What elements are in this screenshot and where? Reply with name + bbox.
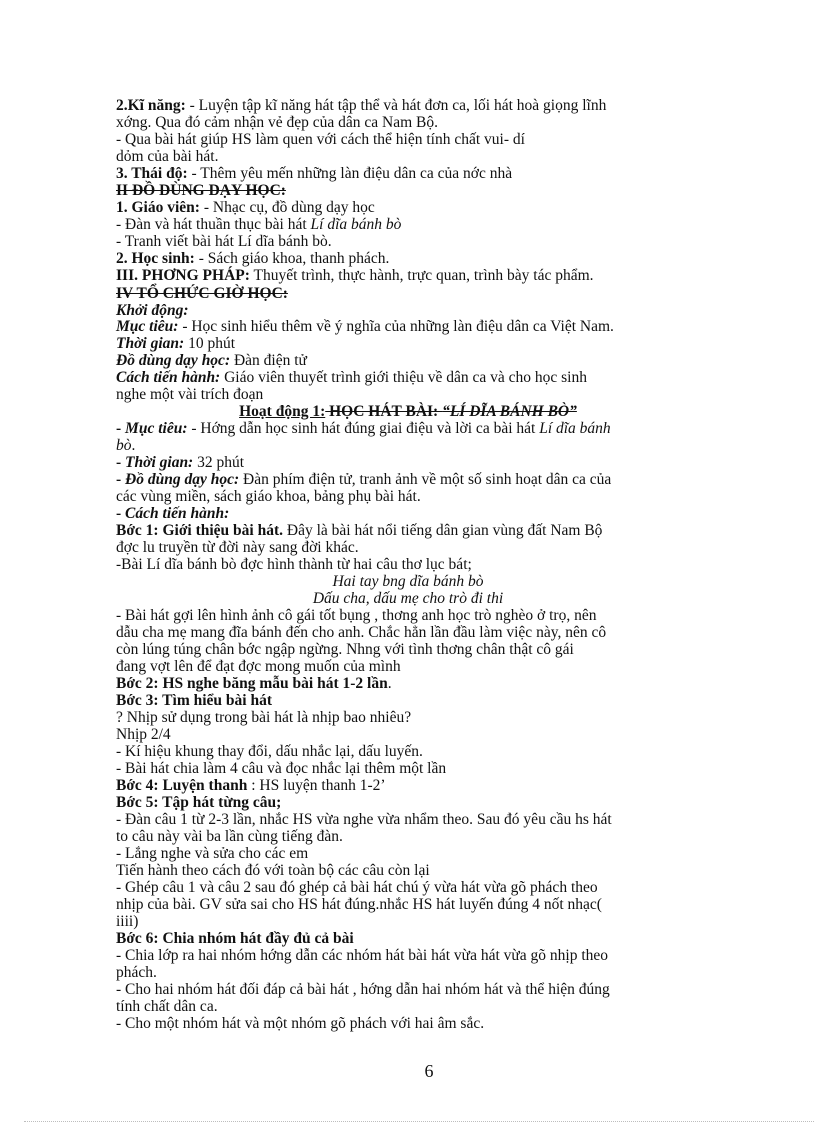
text-line: tính chất dân ca.: [116, 998, 218, 1015]
step-5-heading: Bớc 5: Tập hát từng câu;: [116, 794, 282, 811]
text-line: đang vợt lên để đạt đợc mong muốn của mình: [116, 658, 401, 675]
text-line: - Bài hát gợi lên hình ảnh cô gái tốt bụng , thơng anh học trò nghèo ở trọ, nên: [116, 607, 597, 624]
text: - Học sinh hiểu thêm về ý nghĩa của những làn điệu dân ca Việt Nam.: [178, 318, 614, 335]
text: - Luyện tập kĩ năng hát tập thể và hát đơn ca, lối hát hoà giọng lĩnh: [185, 97, 607, 114]
text-line: Nhịp 2/4: [116, 726, 171, 743]
text-line: [116, 165, 512, 182]
text-line: đợc lu truyền từ đời này sang đời khác.: [116, 539, 359, 556]
text-line: Tiến hành theo cách đó với toàn bộ các câu còn lại: [116, 862, 430, 879]
activity-label: Hoạt động 1:: [239, 403, 326, 420]
verse-line-1: Hai tay bng dĩa bánh bò: [332, 573, 484, 590]
text-line: [116, 318, 614, 335]
text-line: iiii): [116, 913, 139, 930]
activity-title: HỌC HÁT BÀI:: [325, 403, 443, 420]
text: : HS luyện thanh 1-2’: [247, 777, 386, 794]
text: .: [131, 437, 136, 454]
text-line: - Qua bài hát giúp HS làm quen với cách thể hiện tính chất vui- dí: [116, 131, 525, 148]
text-line: [116, 199, 375, 216]
section-heading-to-chuc: IV TỔ CHỨC GIỜ HỌC:: [116, 285, 288, 302]
text-line: các vùng miền, sách giáo khoa, bảng phụ bài hát.: [116, 488, 421, 505]
text-line: nhịp của bài. GV sửa sai cho HS hát đúng.nhắc HS hát luyến đúng 4 nốt nhạc(: [116, 896, 602, 913]
text-line: còn lúng túng chân bớc ngập ngừng. Nhng với tình thơng chân thật cô gái: [116, 641, 574, 658]
text-line: phách.: [116, 964, 157, 981]
heading-giao-vien: 1. Giáo viên:: [116, 199, 200, 216]
text: 10 phút: [184, 335, 235, 352]
text: - Sách giáo khoa, thanh phách.: [194, 250, 390, 267]
text-line: - Kí hiệu khung thay đổi, dấu nhắc lại, dấu luyến.: [116, 743, 423, 760]
dash: -: [116, 471, 126, 488]
dash: -: [116, 420, 126, 437]
dash: -: [116, 505, 126, 522]
text-line: [116, 454, 244, 471]
text: - Đàn và hát thuần thục bài hát: [116, 216, 311, 233]
text-line: - Bài hát chia làm 4 câu và đọc nhắc lại thêm một lần: [116, 760, 447, 777]
text-line: xớng. Qua đó cảm nhận vẻ đẹp của dân ca Nam Bộ.: [116, 114, 438, 131]
text: Đàn phím điện tử, tranh ảnh về một số sinh hoạt dân ca của: [239, 471, 612, 488]
text-line: - Tranh viết bài hát Lí dĩa bánh bò.: [116, 233, 332, 250]
label-muc-tieu: Mục tiêu:: [125, 420, 188, 437]
label-cach-tien-hanh: Cách tiến hành:: [116, 369, 221, 386]
text-line: [116, 420, 611, 437]
text: .: [387, 675, 392, 692]
label-muc-tieu: Mục tiêu:: [116, 318, 179, 335]
page-edge-divider: [24, 1121, 814, 1122]
text: Thuyết trình, thực hành, trực quan, trình bày tác phẩm.: [249, 267, 594, 284]
text-line: [116, 522, 602, 539]
text-line: [116, 471, 611, 488]
text-line: [116, 250, 389, 267]
text-line: [116, 335, 235, 352]
text-line: [116, 505, 229, 522]
heading-hoc-sinh: 2. Học sinh:: [116, 250, 195, 267]
label-thoi-gian: Thời gian:: [125, 454, 194, 471]
text: Đàn điện tử: [230, 352, 307, 369]
label-do-dung: Đồ dùng dạy học:: [116, 352, 231, 369]
song-title-cont: bò: [116, 437, 132, 454]
text-line: - Cho hai nhóm hát đối đáp cả bài hát , hớng dẫn hai nhóm hát và thể hiện đúng: [116, 981, 610, 998]
text: - Hớng dẫn học sinh hát đúng giai điệu và lời ca bài hát: [187, 420, 540, 437]
text-line: - Đàn câu 1 từ 2-3 lần, nhắc HS vừa nghe vừa nhẩm theo. Sau đó yêu cầu hs hát: [116, 811, 612, 828]
step-2-heading: Bớc 2: HS nghe băng mẫu bài hát 1-2 lần: [116, 675, 388, 692]
step-6-heading: Bớc 6: Chia nhóm hát đầy đủ cả bài: [116, 930, 354, 947]
section-heading-do-dung: II ĐỒ DÙNG DẠY HỌC:: [116, 182, 286, 199]
text-line: dẫu cha mẹ mang đĩa bánh đến cho anh. Chắc hẳn lần đầu làm việc này, nên cô: [116, 624, 607, 641]
text-line: [116, 352, 307, 369]
label-cach-tien-hanh: Cách tiến hành:: [125, 505, 230, 522]
subheading-khoi-dong: Khởi động:: [116, 302, 189, 319]
song-title: Lí dĩa bánh bò: [310, 216, 402, 233]
text-line: [116, 437, 135, 454]
activity-song-title: “LÍ DĨA BÁNH BÒ”: [442, 403, 577, 420]
text-line: - Ghép câu 1 và câu 2 sau đó ghép cả bài hát chú ý vừa hát vừa gõ phách theo: [116, 879, 598, 896]
label-do-dung: Đồ dùng dạy học:: [125, 471, 240, 488]
verse-line-2: Dấu cha, dấu mẹ cho trò đi thi: [312, 590, 504, 607]
heading-ki-nang: 2.Kĩ năng:: [116, 97, 186, 114]
step-3-heading: Bớc 3: Tìm hiểu bài hát: [116, 692, 272, 709]
text-line: [116, 267, 594, 284]
text-line: nghe một vài trích đoạn: [116, 386, 264, 403]
text: - Nhạc cụ, đồ dùng dạy học: [199, 199, 375, 216]
heading-thai-do: 3. Thái độ:: [116, 165, 188, 182]
step-4-heading: Bớc 4: Luyện thanh: [116, 777, 248, 794]
text: 32 phút: [193, 454, 245, 471]
activity-heading: [0, 403, 816, 420]
text-line: [116, 97, 606, 114]
text-line: - Chia lớp ra hai nhóm hớng dẫn các nhóm hát bài hát vừa hát vừa gõ nhịp theo: [116, 947, 609, 964]
step-1-heading: Bớc 1: Giới thiệu bài hát.: [116, 522, 284, 539]
text-line: dỏm của bài hát.: [116, 148, 219, 165]
text-line: [116, 777, 386, 794]
text: - Thêm yêu mến những làn điệu dân ca của nớc nhà: [187, 165, 513, 182]
text-line: [116, 675, 392, 692]
text-line: [116, 369, 587, 386]
heading-phuong-phap: III. PHƠNG PHÁP:: [116, 267, 250, 284]
text-line: to câu này vài ba lần cùng tiếng đàn.: [116, 828, 343, 845]
text: Giáo viên thuyết trình giới thiệu về dân ca và cho học sinh: [220, 369, 587, 386]
text-line: [116, 216, 401, 233]
label-thoi-gian: Thời gian:: [116, 335, 185, 352]
page-number: 6: [424, 1061, 434, 1081]
text: Đây là bài hát nổi tiếng dân gian vùng đất Nam Bộ: [283, 522, 603, 539]
song-title: Lí dĩa bánh: [539, 420, 611, 437]
text-line: - Lắng nghe và sửa cho các em: [116, 845, 309, 862]
text-line: - Cho một nhóm hát và một nhóm gõ phách với hai âm sắc.: [116, 1015, 485, 1032]
text-line: ? Nhịp sử dụng trong bài hát là nhịp bao nhiêu?: [116, 709, 412, 726]
dash: -: [116, 454, 126, 471]
text-line: -Bài Lí dĩa bánh bò đợc hình thành từ hai câu thơ lục bát;: [116, 556, 472, 573]
